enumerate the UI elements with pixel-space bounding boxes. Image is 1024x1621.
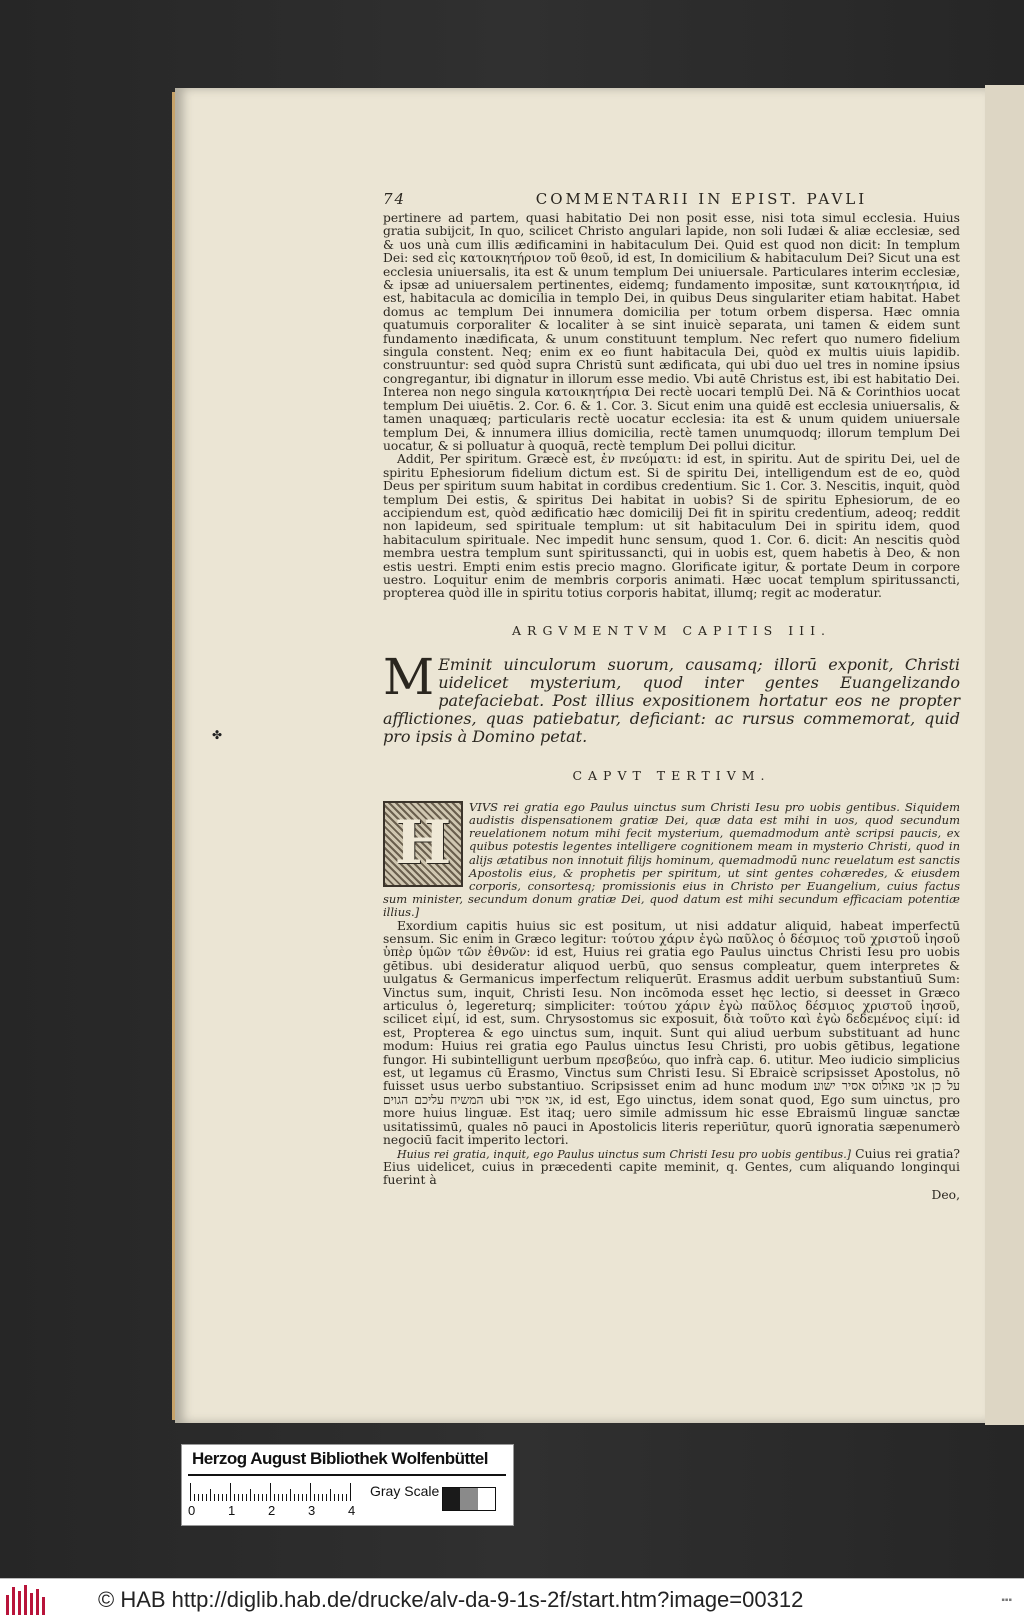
ruler-tick	[330, 1489, 331, 1501]
commentary-paragraph-4	[383, 1148, 960, 1188]
argument-initial: M	[383, 647, 435, 706]
catchword: Deo,	[931, 1187, 960, 1202]
running-title: COMMENTARII IN EPIST. PAVLI	[535, 190, 868, 208]
ruler-tick	[258, 1494, 259, 1501]
ruler-tick	[202, 1494, 203, 1501]
ruler-tick	[238, 1494, 239, 1501]
ruler-tick	[246, 1494, 247, 1501]
library-name: Herzog August Bibliothek Wolfenbüttel	[192, 1449, 488, 1468]
ruler-tick	[254, 1494, 255, 1501]
gray-scale-swatches	[442, 1487, 496, 1511]
ruler-tick	[218, 1494, 219, 1501]
viewer-footer	[0, 1578, 1024, 1621]
card-divider	[188, 1474, 506, 1476]
ruler-tick	[266, 1494, 267, 1501]
argument-summary	[383, 647, 960, 746]
ruler-tick	[346, 1494, 347, 1501]
facing-page-edge	[985, 85, 1024, 1425]
gray-swatch-dark	[443, 1488, 460, 1510]
ruler-number: 0	[188, 1503, 196, 1518]
ruler-tick	[310, 1483, 311, 1501]
ruler-tick	[242, 1494, 243, 1501]
gray-swatch-mid	[460, 1488, 477, 1510]
ruler-tick	[302, 1494, 303, 1501]
commentary-paragraph-2: Addit, Per spiritum. Græcè est, ἐν πνεύματι: id est, in spiritu. Aut de spiritu Dei, uel de spiritu Ephesiorum fidelium dictum est. Si de spiritu Dei, intelligendum est de eo, quòd Deus per spiritum suum habitat in cordibus credentium. Sic 1. Cor. 3. Nescitis, inquit, quòd templum Dei estis, & spiritus Dei habitat in uobis? Si de spiritu Ephesiorum, de eo accipiendum est, quòd ædificatio hæc domicilij Dei fit in spiritu credentium, adeoq; reddit non lapideum, sed spirituale templum: ut sit habitaculum Dei in spiritu idem, quod habitaculum spirituale. Nec impedit hunc sensum, quod 1. Cor. 6. dicit: An nescitis quòd membra uestra templum sunt spiritussancti, qui in uobis est, quem habetis à Deo, & non estis uestri. Empti enim estis precio magno. Glorificate igitur, & portate Deum in corpore uestro. Loquitur enim de membris corporis animati. Hæc uocat templum spiritussancti, propterea quòd ille in spiritu totius corporis habitat, illumq; regit ac moderatur.	[383, 452, 960, 601]
ruler-tick	[286, 1494, 287, 1501]
gray-scale-label: Gray Scale	[370, 1483, 440, 1499]
paragraph-4-text: Cuius rei gratia? Eius uidelicet, cuius in præcedenti capite meminit, q. Gentes, cum aliquando longinqui fuerint à	[383, 1146, 960, 1188]
ruler-tick	[230, 1483, 231, 1501]
ruler-tick	[198, 1494, 199, 1501]
ruler-tick	[222, 1494, 223, 1501]
ruler-tick	[278, 1494, 279, 1501]
ruler-tick	[294, 1494, 295, 1501]
ruler-tick	[262, 1494, 263, 1501]
ruler-tick	[322, 1494, 323, 1501]
commentary-paragraph-3: Exordium capitis huius sic est positum, ut nisi addatur aliquid, habeat imperfectū sensum. Sic enim in Græco legitur: τούτου χάριν ἐγὼ παῦλος ὁ δέσμιος τοῦ χριστοῦ ἰησοῦ ὑπὲρ ὑμῶν τῶν ἐθνῶν: id est, Huius rei gratia ego Paulus uinctus Christi Iesu pro uobis gētibus. ubi desideratur aliquod uerbū, quo sensus compleatur, quem interpretes & uulgatus & Germanicus imperfectum reliquerūt. Erasmus addit uerbum substantiuū Sum: Vinctus sum, inquit, Christi Iesu. Non incōmoda esset hęc lectio, si deesset in Græco articulus ὁ, legereturq; simpliciter: τούτου χάριν ἐγὼ παῦλος δέσμιος χριστοῦ ἰησοῦ, scilicet εἰμί, id est, sum. Chrysostomus sic exposuit, διὰ τοῦτο καὶ ἐγὼ δεδεμένος εἰμί: id est, Propterea & ego uinctus sum, inquit. Sunt qui aliud uerbum substituant ad hunc modum: Huius rei gratia ego Paulus uinctus Iesu Christi, pro uobis gētibus, legatione fungor. Hi subintelligunt uerbum πρεσβεύω, quo infrà cap. 6. utitur. Meo iudicio simplicius est, ut legamus cū Erasmo, Vinctus sum Christi Iesu. Si Ebraicè scripsisset Apostolus, nō fuisset usus uerbo substantiuo. Scripsisset enim ad hunc modum על כן אני פאולוס אסיר ישוע המשיח עליכם הגוים ubi אני אסיר, id est, Ego uinctus, idem sonat quod, Ego sum uinctus, pro more huius linguæ. Est itaq; uero simile admissum hic esse Ebraismū linguæ sanctæ usitatissimū, quales nō pauci in Apostolicis literis reperiūtur, quorū ignoratia sæpenumerò negociū facit imperito lectori.	[383, 918, 961, 1148]
ruler-tick	[334, 1494, 335, 1501]
ruler-number: 3	[308, 1503, 316, 1518]
ruler-tick	[234, 1494, 235, 1501]
margin-mark: ✤	[212, 728, 223, 742]
decorated-initial	[383, 801, 463, 887]
ruler-tick	[250, 1489, 251, 1501]
ruler-tick	[338, 1494, 339, 1501]
ruler-tick	[270, 1483, 271, 1501]
ruler-tick	[290, 1489, 291, 1501]
footer-dots: ▪▪▪	[1001, 1595, 1012, 1606]
library-color-card	[181, 1444, 514, 1526]
chapter-heading: CAPVT TERTIVM.	[572, 767, 771, 783]
ruler-scale	[190, 1483, 360, 1501]
ruler-tick	[210, 1489, 211, 1501]
copyright-url[interactable]: © HAB http://diglib.hab.de/drucke/alv-da-9-1s-2f/start.htm?image=00312	[98, 1587, 804, 1612]
page-number: 74	[383, 190, 407, 208]
ruler-tick	[314, 1494, 315, 1501]
ruler-tick	[274, 1494, 275, 1501]
ruler-number: 2	[268, 1503, 276, 1518]
ruler-number: 1	[228, 1503, 236, 1518]
page-text-block	[383, 190, 960, 1202]
ruler-tick	[214, 1494, 215, 1501]
ruler-tick	[194, 1494, 195, 1501]
running-head	[383, 190, 960, 208]
ruler-tick	[206, 1494, 207, 1501]
ruler-tick	[350, 1483, 351, 1501]
lemma-quote: Huius rei gratia, inquit, ego Paulus uinctus sum Christi Iesu pro uobis gentibus.]	[397, 1147, 851, 1161]
argument-text: Eminit uinculorum suorum, causamq; illorū exponit, Christi uidelicet mysterium, quod inter gentes Euangelizando patefaciebat. Post illius expositionem hortatur eos ne propter afflictiones, quas patiebatur, deficiant: ac rursus commemorat, quid pro ipsis à Domino petat.	[383, 654, 960, 746]
gray-swatch-light	[478, 1488, 495, 1510]
ruler-number: 4	[348, 1503, 356, 1518]
ruler-tick	[306, 1494, 307, 1501]
ruler-tick	[282, 1494, 283, 1501]
argument-heading: ARGVMENTVM CAPITIS III.	[512, 622, 831, 638]
chapter-text-body: VIVS rei gratia ego Paulus uinctus sum Christi Iesu pro uobis gentibus. Siquidem audistis dispensationem gratiæ Dei, quæ data est mihi in uos, quod secundum reuelationem notum mihi fecit mysterium, quemadmodum antè scripsi paucis, ex quibus potestis legentes intelligere cognitionem meam in mysterio Christi, quod in alijs ætatibus non innotuit filijs hominum, quemadmodū nunc reuelatum est sanctis Apostolis eius, & prophetis per spiritum, ut sint gentes cohæredes, & eiusdem corporis, consortesq; promissionis eius in Christo per Euangelium, cuius factus sum minister, secundum donum gratiæ Dei, quod datum est mihi secundum efficaciam potentiæ illius.]	[383, 799, 960, 920]
ruler-tick	[342, 1494, 343, 1501]
chapter-scripture-text	[383, 801, 960, 920]
ruler-tick	[190, 1483, 191, 1501]
hab-logo-icon	[6, 1585, 46, 1615]
ruler-tick	[326, 1494, 327, 1501]
commentary-paragraph-1: pertinere ad partem, quasi habitatio Dei non posit esse, nisi tota simul ecclesia. Huius gratia subijcit, In quo, scilicet Christo angulari lapide, non soli Iudæi & aliæ ecclesiæ, sed & uos unà cum illis ædificamini in habitaculum Dei. Quid est quod non dicit: In templum Dei: sed εἰς κατοικητήριον τοῦ θεοῦ, id est, In domicilium & habitaculum Dei? Sicut una est ecclesia uniuersalis, ita est & unum templum Dei uniuersale. Particulares interim ecclesiæ, & ipsæ ad uniuersalem pertinentes, eidemq; fundamento impositæ, sunt κατοικητήρια, id est, habitacula ac domicilia in templo Dei, in quibus Deus singulariter etiam habitat. Habet domus ac templum Dei innumera domicilia per totum orbem dispersa. Hæc omnia quatumuis corporaliter & localiter à se sint inuicè separata, uni tamen & eidem sunt fundamento inædificata, & unum constituunt templum. Nec refert quo numero fidelium singula constent. Neq; enim ex eo fiunt habitacula Dei, quòd ex multis uiuis lapidib. construuntur: sed quòd supra Christū sunt ædificata, qui ubi duo uel tres in nomine ipsius congregantur, ibi dignatur in illorum esse medio. Vbi autē Christus est, ibi est habitatio Dei. Interea non nego singula κατοικητήρια Dei rectè uocari templū Dei. Nā & Corinthios uocat templum Dei uiuētis. 2. Cor. 6. & 1. Cor. 3. Sicut enim una quidē est ecclesia uniuersalis, & tamen unaquæq; particularis rectè uocatur ecclesia: ita est & unum quidem uniuersale templum Dei, & innumera illius domicilia, rectè tamen unumquodq; illorum templum Dei uocatur, & si polluatur à quoquā, rectè templum Dei pollui dicitur.	[383, 211, 960, 453]
decorated-initial-letter: H	[394, 808, 452, 879]
ruler-tick	[318, 1494, 319, 1501]
ruler-tick	[226, 1494, 227, 1501]
ruler-tick	[298, 1494, 299, 1501]
